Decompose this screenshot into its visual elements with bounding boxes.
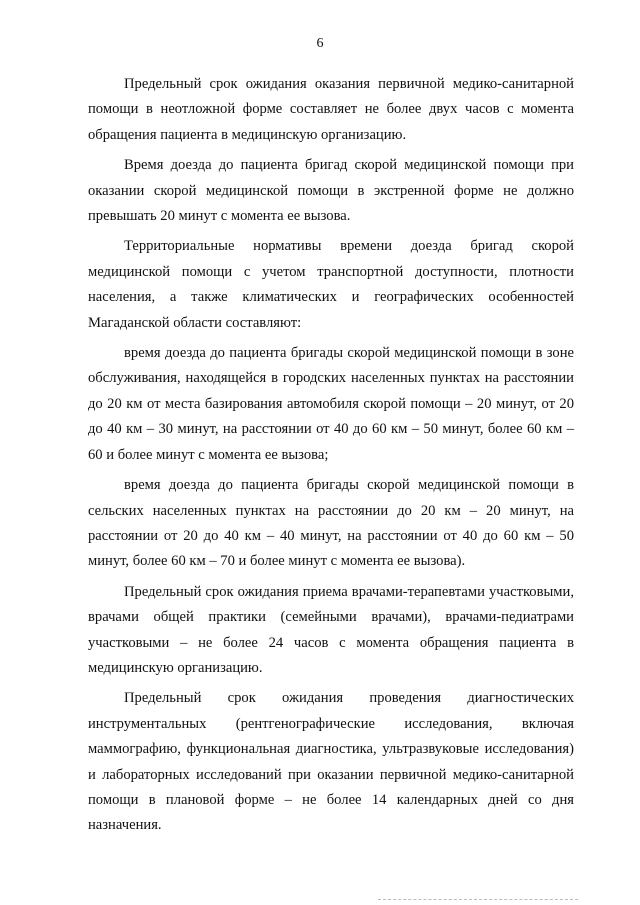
paragraph-ambulance-arrival: Время доезда до пациента бригад скорой медицинской помощи при оказании скорой медицинской помощи в экстренной форме не должно превышать 20 минут с момента ее вызова. [88,157,574,225]
paragraph-diagnostics-wait: Предельный срок ожидания проведения диагностических инструментальных (рентгенографические исследования, включая маммографию, функциональная диагностика, ультразвуковые исследования) и лабораторных исследований при оказании первичной медико-санитарной помощи в плановой форме – не более 14 календарных дней со дня назначения. [88,690,574,834]
paragraph-territorial-norms: Территориальные нормативы времени доезда бригад скорой медицинской помощи с учетом транспортной доступности, плотности населения, а также климатических и географических особенностей Магаданской области составляют: [88,238,574,331]
footer-divider [378,899,578,900]
paragraph-therapist-wait: Предельный срок ожидания приема врачами-терапевтами участковыми, врачами общей практики (семейными врачами), врачами-педиатрами участковыми – не более 24 часов с момента обращения пациента в медицинскую организацию. [88,583,574,676]
page-number: 6 [316,36,324,51]
document-body [88,72,574,844]
paragraph-urban-arrival: время доезда до пациента бригады скорой медицинской помощи в зоне обслуживания, находящейся в городских населенных пунктах на расстоянии до 20 км от места базирования автомобиля скорой помощи – 20 минут, от 20 до 40 км – 30 минут, на расстоянии от 40 до 60 км – 50 минут, более 60 км – 60 и более минут с момента ее вызова; [88,345,574,463]
paragraph-rural-arrival: время доезда до пациента бригады скорой медицинской помощи в сельских населенных пунктах на расстоянии до 20 км – 20 минут, на расстоянии от 20 до 40 км – 40 минут, на расстоянии от 40 до 60 км – 50 минут, более 60 км – 70 и более минут с момента ее вызова). [88,477,574,570]
paragraph-emergency-wait: Предельный срок ожидания оказания первичной медико-санитарной помощи в неотложной форме составляет не более двух часов с момента обращения пациента в медицинскую организацию. [88,76,574,143]
